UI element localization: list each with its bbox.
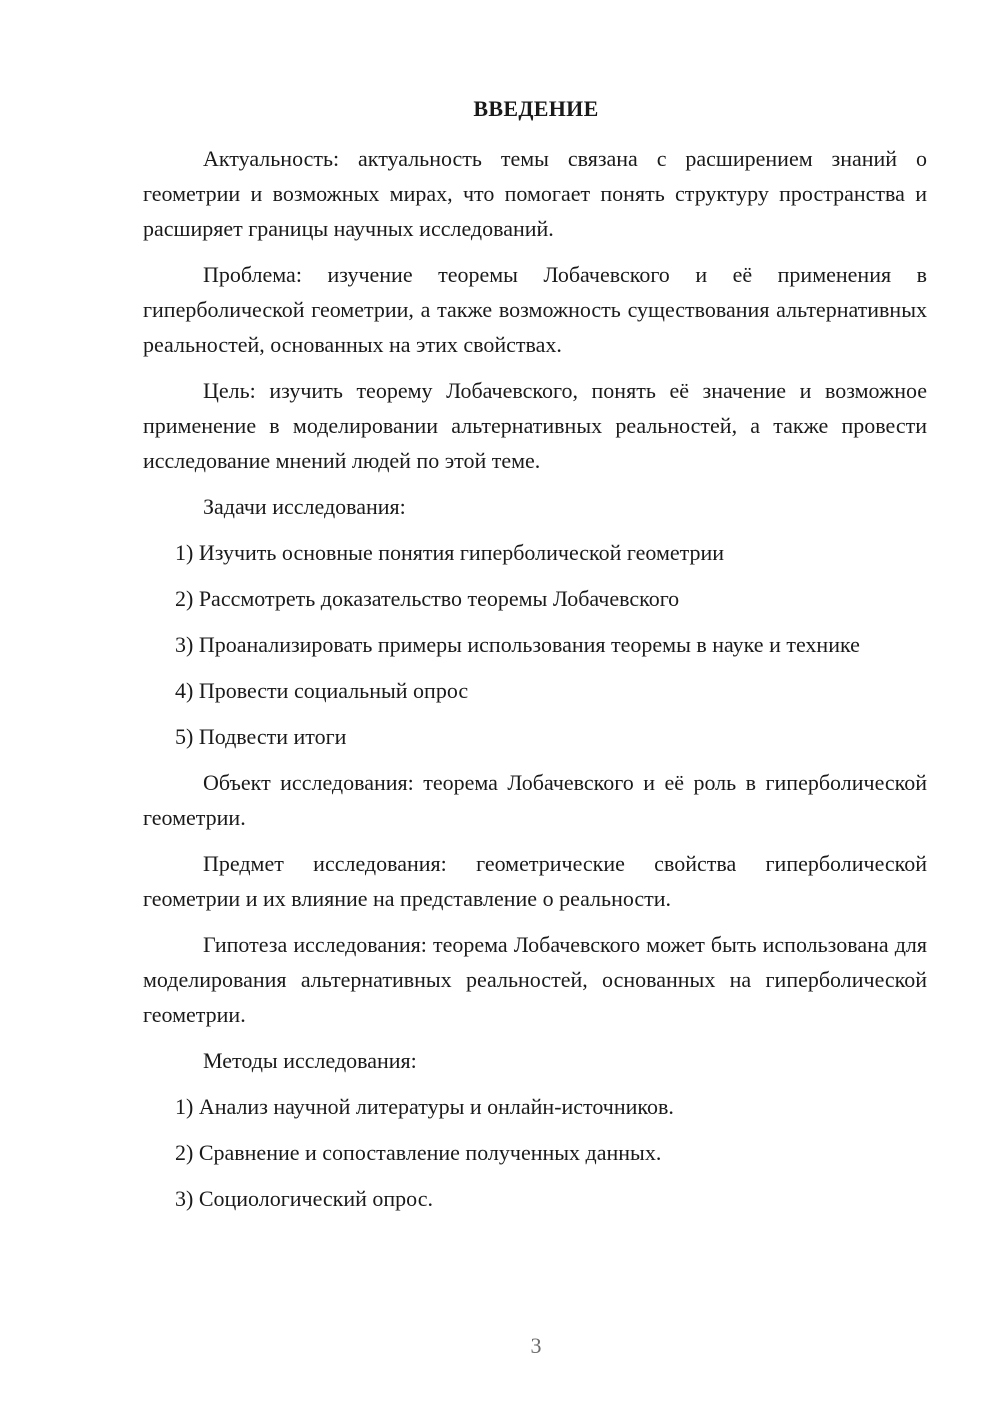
page-title: ВВЕДЕНИЕ	[473, 96, 599, 121]
page-number: 3	[530, 1333, 542, 1358]
relevance-paragraph: Актуальность: актуальность темы связана с расширением знаний о геометрии и возможных мирах, что помогает понять структуру пространства и расширяет границы научных исследований.	[143, 146, 927, 241]
task-item-5: 5) Подвести итоги	[175, 724, 347, 749]
methods-heading: Методы исследования:	[203, 1048, 417, 1073]
subject-paragraph: Предмет исследования: геометрические свойства гиперболической геометрии и их влияние на представление о реальности.	[143, 851, 927, 911]
task-item-1: 1) Изучить основные понятия гиперболической геометрии	[175, 540, 725, 565]
document-body	[143, 141, 927, 1216]
tasks-heading: Задачи исследования:	[203, 494, 406, 519]
task-item-4: 4) Провести социальный опрос	[175, 678, 469, 703]
hypothesis-paragraph: Гипотеза исследования: теорема Лобачевского может быть использована для моделирования альтернативных реальностей, основанных на гиперболической геометрии.	[143, 932, 927, 1027]
problem-paragraph: Проблема: изучение теоремы Лобачевского и её применения в гиперболической геометрии, а также возможность существования альтернативных реальностей, основанных на этих свойствах.	[143, 262, 927, 357]
method-item-1: 1) Анализ научной литературы и онлайн-источников.	[175, 1094, 674, 1119]
task-item-2: 2) Рассмотреть доказательство теоремы Лобачевского	[175, 586, 680, 611]
goal-paragraph: Цель: изучить теорему Лобачевского, понять её значение и возможное применение в моделировании альтернативных реальностей, а также провести исследование мнений людей по этой теме.	[143, 378, 927, 473]
object-paragraph: Объект исследования: теорема Лобачевского и её роль в гиперболической геометрии.	[143, 770, 927, 830]
method-item-2: 2) Сравнение и сопоставление полученных данных.	[175, 1140, 662, 1165]
task-item-3: 3) Проанализировать примеры использования теоремы в науке и технике	[175, 632, 860, 657]
method-item-3: 3) Социологический опрос.	[175, 1186, 433, 1211]
